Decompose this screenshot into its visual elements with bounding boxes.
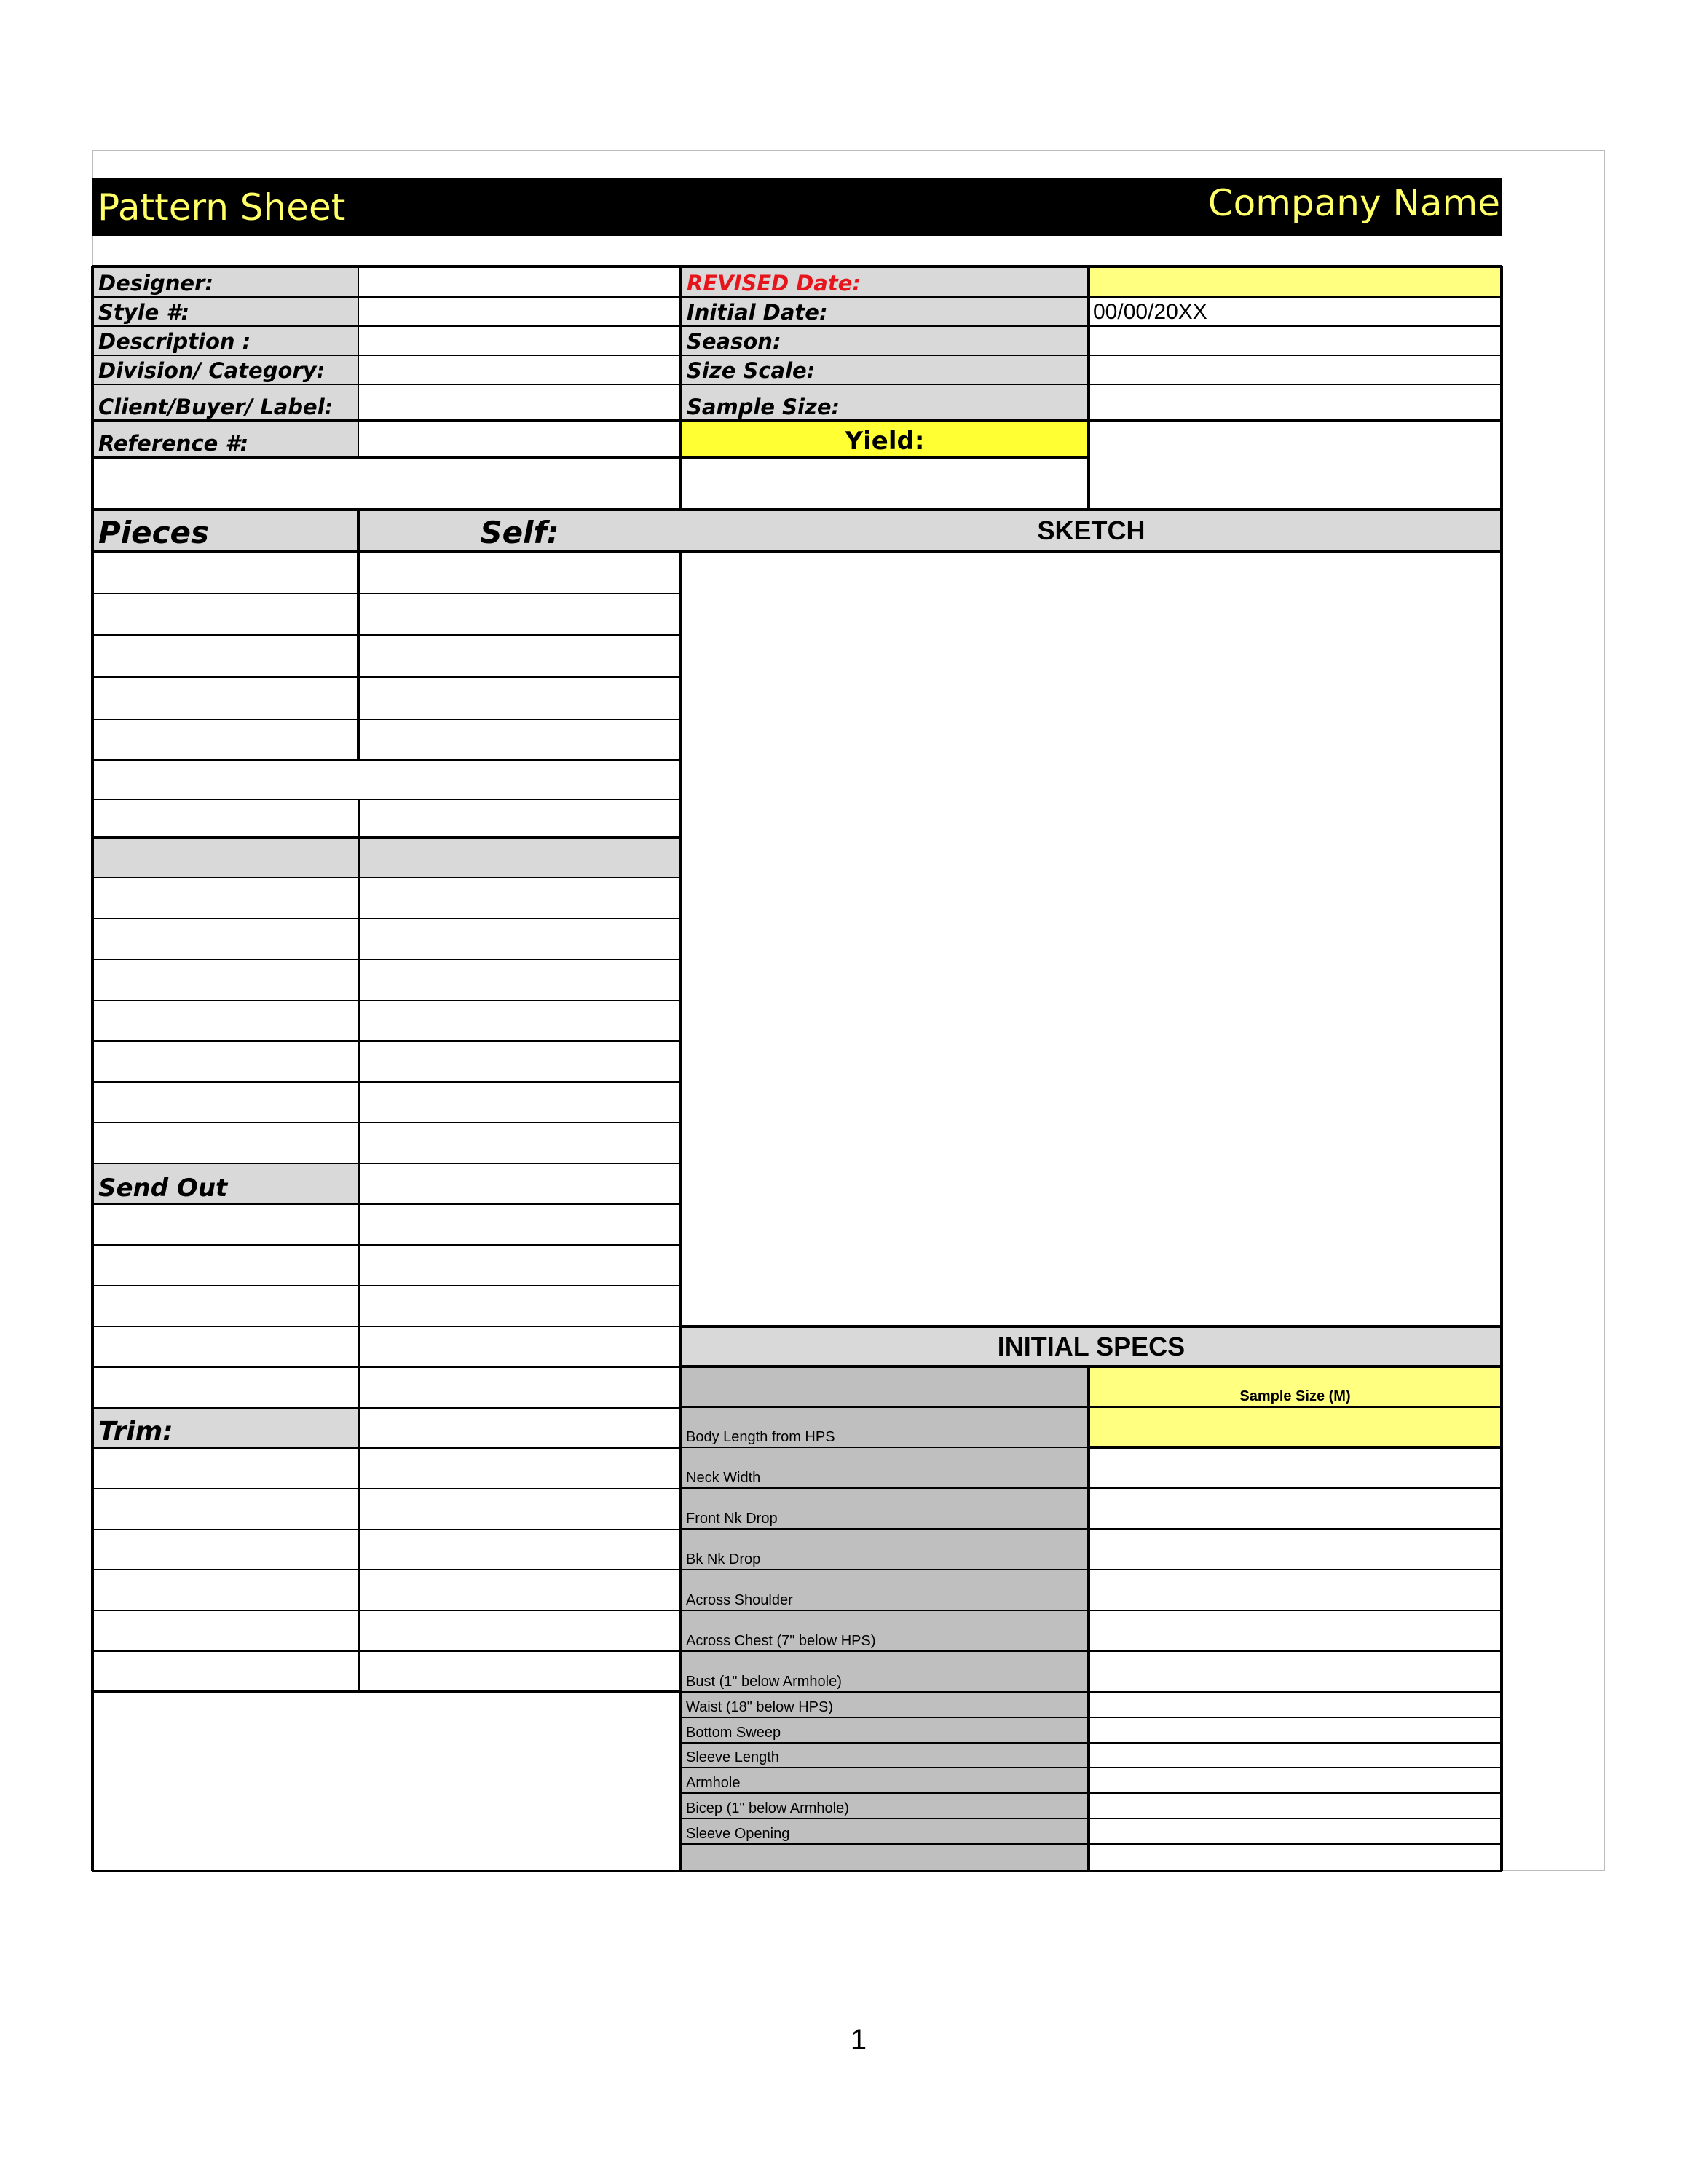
grid-line [92, 759, 681, 761]
grid-line [681, 1742, 1502, 1744]
spec-row-label: Bk Nk Drop [686, 1551, 761, 1567]
grid-line [92, 1122, 681, 1123]
grid-line [681, 1691, 1502, 1693]
grid-line [92, 634, 681, 636]
style-field[interactable] [358, 297, 681, 326]
spec-row-label: Waist (18" below HPS) [686, 1699, 833, 1715]
reference-field[interactable] [358, 421, 681, 457]
description-field[interactable] [358, 326, 681, 355]
yield-field[interactable] [1089, 421, 1502, 510]
grid-line [681, 1487, 1502, 1489]
grid-line [679, 552, 682, 1871]
yield-label: Yield: [845, 427, 925, 456]
initial-specs-header: INITIAL SPECS [997, 1331, 1186, 1361]
spec-row-label: Across Chest (7" below HPS) [686, 1633, 876, 1649]
grid-line [92, 1040, 681, 1042]
pieces-gray-row [92, 837, 681, 877]
season-field[interactable] [1089, 326, 1502, 355]
grid-line [92, 1163, 681, 1164]
grid-line [1500, 266, 1503, 1871]
grid-line [1087, 266, 1090, 510]
grid-line [92, 719, 681, 720]
sketch-header: SKETCH [1037, 515, 1145, 545]
grid-line [91, 266, 94, 1871]
sample-size-label: Sample Size: [687, 395, 840, 419]
description-label: Description : [98, 329, 251, 354]
grid-line [92, 836, 681, 839]
grid-line [92, 296, 1502, 298]
grid-line [357, 510, 360, 760]
spec-row-label: Sleeve Length [686, 1749, 779, 1765]
grid-line [681, 1650, 1502, 1652]
spec-row-label: Bicep (1" below Armhole) [686, 1800, 849, 1816]
grid-line [92, 1650, 681, 1652]
grid-line [92, 1610, 681, 1611]
grid-line [92, 593, 681, 594]
spec-row-label: Body Length from HPS [686, 1429, 835, 1445]
grid-line [92, 265, 1502, 268]
send-out-label: Send Out [98, 1174, 228, 1203]
spec-row-label: Across Shoulder [686, 1592, 793, 1608]
spec-row-label: Bust (1" below Armhole) [686, 1674, 842, 1690]
size-scale-label: Size Scale: [687, 358, 816, 383]
grid-line [1087, 1366, 1090, 1871]
season-label: Season: [687, 329, 781, 354]
initial-date-field[interactable]: 00/00/20XX [1093, 300, 1207, 324]
spec-row-label: Armhole [686, 1775, 741, 1791]
company-name: Company Name [1207, 182, 1500, 224]
grid-line [681, 1406, 1502, 1408]
reference-label: Reference #: [98, 431, 249, 456]
sample-size-m-header: Sample Size (M) [1239, 1388, 1351, 1404]
spec-row-label: Bottom Sweep [686, 1725, 781, 1741]
size-scale-field[interactable] [1089, 355, 1502, 384]
grid-line [681, 1365, 1502, 1368]
spec-row-label: Front Nk Drop [686, 1511, 778, 1527]
spec-row-label: Sleeve Opening [686, 1826, 790, 1842]
grid-line [92, 419, 1502, 422]
grid-line [681, 1792, 1502, 1794]
sketch-area[interactable] [681, 552, 1502, 1326]
grid-line [92, 1203, 681, 1205]
grid-line [92, 508, 1502, 511]
division-category-field[interactable] [358, 355, 681, 384]
pieces-header: Pieces [98, 515, 210, 550]
grid-line [92, 959, 681, 960]
grid-line [92, 1326, 681, 1327]
grid-line [92, 1407, 681, 1409]
grid-line [92, 355, 1502, 356]
grid-line [1089, 1446, 1502, 1449]
grid-line [92, 1447, 681, 1449]
grid-line [681, 1717, 1502, 1718]
grid-line [92, 1285, 681, 1286]
revised-date-value [1089, 266, 1502, 297]
self-header: Self: [480, 515, 559, 550]
initial-date-label: Initial Date: [687, 300, 828, 325]
sample-size-field[interactable] [1089, 384, 1502, 421]
designer-label: Designer: [98, 271, 213, 296]
style-label: Style #: [98, 300, 190, 325]
grid-line [92, 1529, 681, 1530]
grid-line [92, 384, 1502, 385]
grid-line [681, 1818, 1502, 1819]
grid-line [358, 266, 359, 457]
grid-line [92, 1366, 681, 1368]
client-buyer-field[interactable] [358, 384, 681, 421]
grid-line [92, 1081, 681, 1083]
grid-line [92, 1488, 681, 1489]
grid-line [92, 676, 681, 678]
grid-line [92, 799, 681, 800]
notes-field[interactable] [92, 457, 1089, 510]
trim-label: Trim: [98, 1417, 173, 1447]
grid-line [681, 1528, 1502, 1530]
spec-row-label: Neck Width [686, 1470, 761, 1486]
grid-line [92, 918, 681, 919]
grid-line [92, 1569, 681, 1570]
page-number: 1 [850, 2024, 867, 2056]
grid-line [681, 1767, 1502, 1768]
grid-line [92, 1000, 681, 1001]
grid-line [92, 325, 1502, 327]
grid-line [681, 456, 1089, 458]
grid-line [681, 1569, 1502, 1570]
revised-date-label: REVISED Date: [687, 271, 861, 296]
grid-line [358, 799, 360, 1692]
grid-line [92, 1690, 681, 1693]
grid-line [681, 1610, 1502, 1611]
grid-line [681, 1325, 1502, 1328]
grid-line [679, 266, 682, 510]
grid-line [92, 1870, 1502, 1872]
sheet-title: Pattern Sheet [98, 186, 346, 229]
grid-line [92, 550, 1502, 553]
grid-line [92, 877, 681, 878]
client-buyer-label: Client/Buyer/ Label: [98, 395, 334, 419]
division-category-label: Division/ Category: [98, 358, 326, 383]
grid-line [92, 1244, 681, 1246]
designer-field[interactable] [358, 266, 681, 297]
grid-line [681, 1843, 1502, 1845]
